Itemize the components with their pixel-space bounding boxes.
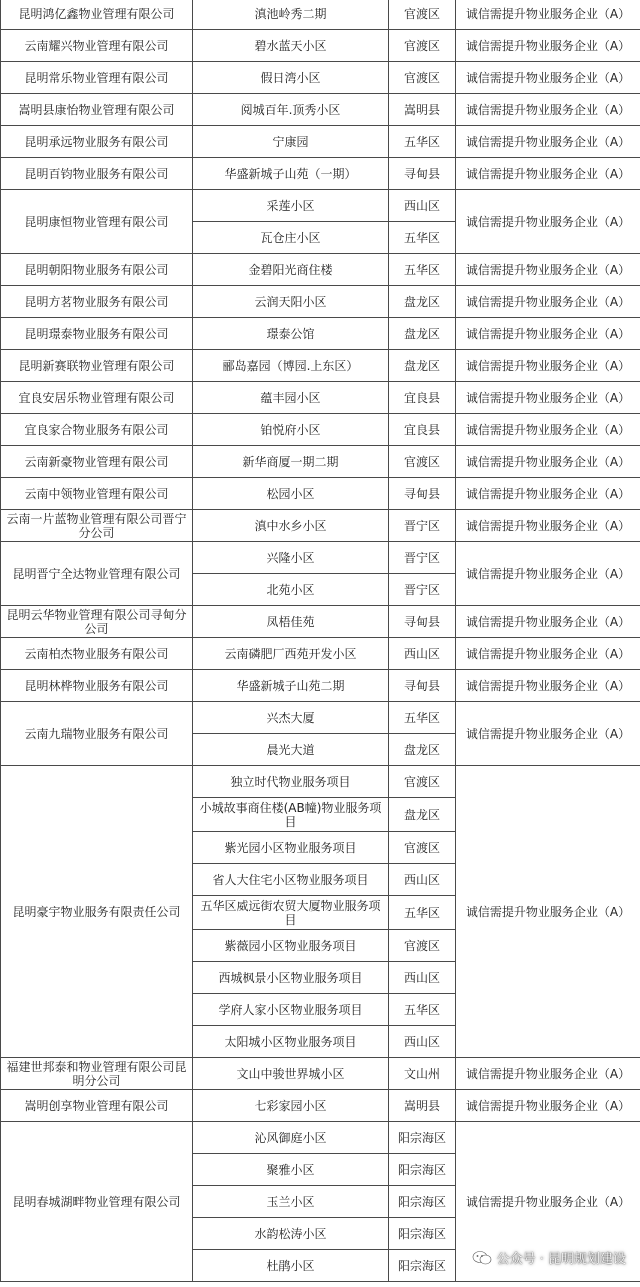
rating-cell: 诚信需提升物业服务企业（A）: [456, 670, 640, 702]
district-cell: 阳宗海区: [389, 1186, 456, 1218]
rating-cell: 诚信需提升物业服务企业（A）: [456, 318, 640, 350]
table-row: [1, 382, 640, 414]
district-cell: 官渡区: [389, 930, 456, 962]
rating-cell: 诚信需提升物业服务企业（A）: [456, 350, 640, 382]
company-cell: 昆明晋宁全达物业管理有限公司: [1, 542, 193, 606]
table-row: [1, 0, 640, 30]
table-row: [1, 446, 640, 478]
rating-cell: 诚信需提升物业服务企业（A）: [456, 62, 640, 94]
table-row: [1, 414, 640, 446]
project-cell: 碧水蓝天小区: [193, 30, 389, 62]
district-cell: 五华区: [389, 994, 456, 1026]
project-cell: 学府人家小区物业服务项目: [193, 994, 389, 1026]
district-cell: 官渡区: [389, 766, 456, 798]
district-cell: 宜良县: [389, 382, 456, 414]
district-cell: 五华区: [389, 896, 456, 930]
district-cell: 寻甸县: [389, 670, 456, 702]
rating-cell: 诚信需提升物业服务企业（A）: [456, 702, 640, 766]
table-row: [1, 1122, 640, 1154]
project-cell: 兴杰大厦: [193, 702, 389, 734]
company-cell: 云南中领物业管理有限公司: [1, 478, 193, 510]
table-row: [1, 766, 640, 798]
company-cell: 昆明常乐物业管理有限公司: [1, 62, 193, 94]
table-row: [1, 670, 640, 702]
district-cell: 晋宁区: [389, 542, 456, 574]
district-cell: 盘龙区: [389, 734, 456, 766]
district-cell: 宜良县: [389, 414, 456, 446]
rating-cell: 诚信需提升物业服务企业（A）: [456, 0, 640, 30]
project-cell: 新华商厦一期二期: [193, 446, 389, 478]
project-cell: 华盛新城子山苑（一期）: [193, 158, 389, 190]
table-row: [1, 286, 640, 318]
district-cell: 寻甸县: [389, 478, 456, 510]
rating-cell: 诚信需提升物业服务企业（A）: [456, 542, 640, 606]
rating-cell: 诚信需提升物业服务企业（A）: [456, 478, 640, 510]
rating-cell: 诚信需提升物业服务企业（A）: [456, 1090, 640, 1122]
company-cell: 昆明新赛联物业管理有限公司: [1, 350, 193, 382]
district-cell: 晋宁区: [389, 574, 456, 606]
project-cell: 沁风御庭小区: [193, 1122, 389, 1154]
project-cell: 小城故事商住楼(AB幢)物业服务项目: [193, 798, 389, 832]
company-cell: 昆明林桦物业服务有限公司: [1, 670, 193, 702]
project-cell: 云润天阳小区: [193, 286, 389, 318]
company-cell: 昆明承远物业服务有限公司: [1, 126, 193, 158]
district-cell: 西山区: [389, 190, 456, 222]
project-cell: 瓦仓庄小区: [193, 222, 389, 254]
table-row: [1, 126, 640, 158]
rating-cell: 诚信需提升物业服务企业（A）: [456, 286, 640, 318]
company-cell: 云南耀兴物业管理有限公司: [1, 30, 193, 62]
district-cell: 官渡区: [389, 62, 456, 94]
project-cell: 滇池岭秀二期: [193, 0, 389, 30]
company-cell: 嵩明创享物业管理有限公司: [1, 1090, 193, 1122]
rating-cell: 诚信需提升物业服务企业（A）: [456, 126, 640, 158]
watermark: [472, 1248, 626, 1267]
district-cell: 五华区: [389, 702, 456, 734]
company-cell: 昆明朝阳物业服务有限公司: [1, 254, 193, 286]
rating-cell: 诚信需提升物业服务企业（A）: [456, 766, 640, 1058]
district-cell: 五华区: [389, 254, 456, 286]
project-cell: 文山中骏世界城小区: [193, 1058, 389, 1090]
rating-cell: 诚信需提升物业服务企业（A）: [456, 254, 640, 286]
district-cell: 寻甸县: [389, 158, 456, 190]
table-row: [1, 190, 640, 222]
company-cell: 昆明康恒物业管理有限公司: [1, 190, 193, 254]
project-cell: 华盛新城子山苑二期: [193, 670, 389, 702]
district-cell: 西山区: [389, 962, 456, 994]
table-row: [1, 350, 640, 382]
rating-cell: 诚信需提升物业服务企业（A）: [456, 1058, 640, 1090]
project-cell: 郦岛嘉园（博园.上东区）: [193, 350, 389, 382]
project-cell: 松园小区: [193, 478, 389, 510]
district-cell: 西山区: [389, 1026, 456, 1058]
company-cell: 云南九瑞物业服务有限公司: [1, 702, 193, 766]
rating-cell: 诚信需提升物业服务企业（A）: [456, 1122, 640, 1282]
project-cell: 滇中水乡小区: [193, 510, 389, 542]
project-cell: 璟泰公馆: [193, 318, 389, 350]
table-row: [1, 30, 640, 62]
table-row: [1, 702, 640, 734]
project-cell: 杜鹃小区: [193, 1250, 389, 1282]
project-cell: 假日湾小区: [193, 62, 389, 94]
table-row: [1, 478, 640, 510]
table-row: [1, 638, 640, 670]
company-cell: 昆明鸿亿鑫物业管理有限公司: [1, 0, 193, 30]
district-cell: 官渡区: [389, 30, 456, 62]
district-cell: 官渡区: [389, 832, 456, 864]
project-cell: 铂悦府小区: [193, 414, 389, 446]
district-cell: 阳宗海区: [389, 1218, 456, 1250]
project-cell: 独立时代物业服务项目: [193, 766, 389, 798]
rating-cell: 诚信需提升物业服务企业（A）: [456, 606, 640, 638]
project-cell: 五华区威远街农贸大厦物业服务项目: [193, 896, 389, 930]
project-cell: 凤梧佳苑: [193, 606, 389, 638]
company-cell: 昆明豪宇物业服务有限责任公司: [1, 766, 193, 1058]
project-cell: 采莲小区: [193, 190, 389, 222]
rating-cell: 诚信需提升物业服务企业（A）: [456, 510, 640, 542]
project-cell: 七彩家园小区: [193, 1090, 389, 1122]
district-cell: 晋宁区: [389, 510, 456, 542]
table-row: [1, 254, 640, 286]
company-cell: 云南柏杰物业服务有限公司: [1, 638, 193, 670]
project-cell: 晨光大道: [193, 734, 389, 766]
company-cell: 福建世邦泰和物业管理有限公司昆明分公司: [1, 1058, 193, 1090]
table-row: [1, 158, 640, 190]
rating-cell: 诚信需提升物业服务企业（A）: [456, 638, 640, 670]
rating-cell: 诚信需提升物业服务企业（A）: [456, 158, 640, 190]
project-cell: 省人大住宅小区物业服务项目: [193, 864, 389, 896]
rating-cell: 诚信需提升物业服务企业（A）: [456, 382, 640, 414]
rating-cell: 诚信需提升物业服务企业（A）: [456, 414, 640, 446]
project-cell: 玉兰小区: [193, 1186, 389, 1218]
watermark-text: 公众号 · 昆明规划建设: [496, 1252, 626, 1267]
project-cell: 金碧阳光商住楼: [193, 254, 389, 286]
district-cell: 嵩明县: [389, 94, 456, 126]
district-cell: 文山州: [389, 1058, 456, 1090]
project-cell: 阅城百年.顶秀小区: [193, 94, 389, 126]
table-row: [1, 94, 640, 126]
district-cell: 盘龙区: [389, 286, 456, 318]
table-row: [1, 1058, 640, 1090]
district-cell: 寻甸县: [389, 606, 456, 638]
project-cell: 水韵松涛小区: [193, 1218, 389, 1250]
rating-cell: 诚信需提升物业服务企业（A）: [456, 94, 640, 126]
project-cell: 聚雅小区: [193, 1154, 389, 1186]
district-cell: 西山区: [389, 864, 456, 896]
rating-cell: 诚信需提升物业服务企业（A）: [456, 190, 640, 254]
district-cell: 阳宗海区: [389, 1154, 456, 1186]
project-cell: 西城枫景小区物业服务项目: [193, 962, 389, 994]
company-cell: 昆明百钧物业服务有限公司: [1, 158, 193, 190]
district-cell: 五华区: [389, 222, 456, 254]
company-cell: 昆明璟泰物业服务有限公司: [1, 318, 193, 350]
district-cell: 西山区: [389, 638, 456, 670]
district-cell: 盘龙区: [389, 318, 456, 350]
project-cell: 宁康园: [193, 126, 389, 158]
project-cell: 蕴丰园小区: [193, 382, 389, 414]
rating-cell: 诚信需提升物业服务企业（A）: [456, 446, 640, 478]
project-cell: 太阳城小区物业服务项目: [193, 1026, 389, 1058]
company-cell: 嵩明县康怡物业管理有限公司: [1, 94, 193, 126]
district-cell: 嵩明县: [389, 1090, 456, 1122]
wechat-icon: [472, 1251, 492, 1265]
company-cell: 宜良安居乐物业管理有限公司: [1, 382, 193, 414]
company-cell: 云南一片蓝物业管理有限公司晋宁分公司: [1, 510, 193, 542]
company-cell: 昆明云华物业管理有限公司寻甸分公司: [1, 606, 193, 638]
district-cell: 阳宗海区: [389, 1250, 456, 1282]
company-cell: 昆明春城湖畔物业管理有限公司: [1, 1122, 193, 1282]
rating-cell: 诚信需提升物业服务企业（A）: [456, 30, 640, 62]
table-row: [1, 542, 640, 574]
district-cell: 盘龙区: [389, 798, 456, 832]
company-cell: 昆明方茗物业服务有限公司: [1, 286, 193, 318]
table-row: [1, 510, 640, 542]
project-cell: 兴隆小区: [193, 542, 389, 574]
table-row: [1, 1090, 640, 1122]
table-row: [1, 318, 640, 350]
district-cell: 官渡区: [389, 446, 456, 478]
table-row: [1, 606, 640, 638]
project-cell: 紫薇园小区物业服务项目: [193, 930, 389, 962]
district-cell: 五华区: [389, 126, 456, 158]
project-cell: 紫光园小区物业服务项目: [193, 832, 389, 864]
company-cell: 宜良家合物业服务有限公司: [1, 414, 193, 446]
district-cell: 官渡区: [389, 0, 456, 30]
table-row: [1, 62, 640, 94]
district-cell: 盘龙区: [389, 350, 456, 382]
project-cell: 云南磷肥厂西苑开发小区: [193, 638, 389, 670]
company-cell: 云南新豪物业管理有限公司: [1, 446, 193, 478]
project-cell: 北苑小区: [193, 574, 389, 606]
district-cell: 阳宗海区: [389, 1122, 456, 1154]
